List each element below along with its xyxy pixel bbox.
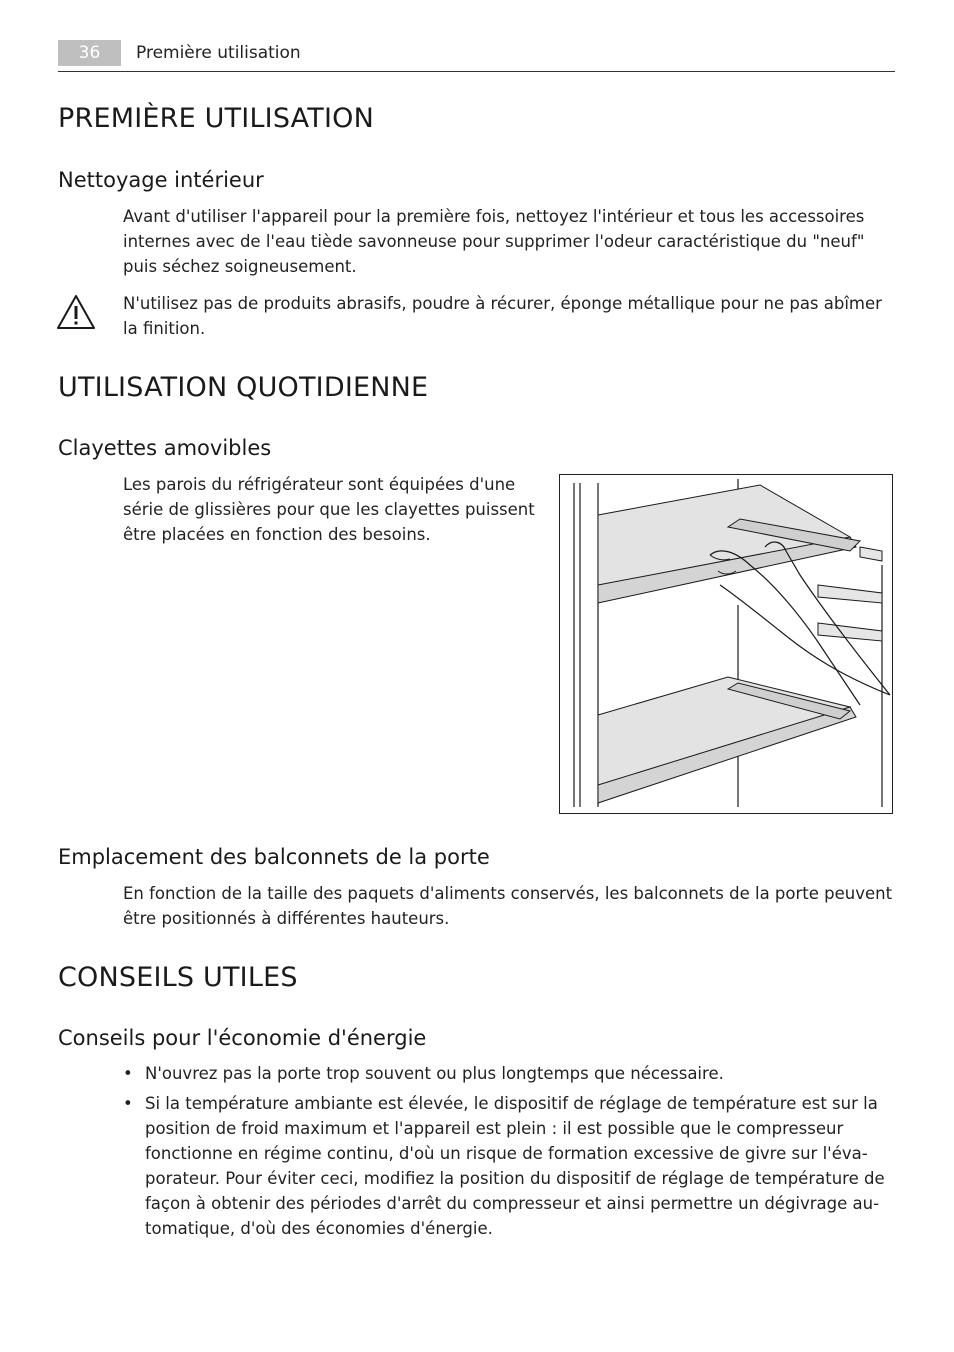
shelves-paragraph: Les parois du réfrigérateur sont équipées d'une série de glissières pour que les clayettes puissent être placées en fonction des besoins. [123, 475, 535, 544]
section-title-conseils-utiles: CONSEILS UTILES [58, 962, 298, 993]
warning-paragraph: N'utilisez pas de produits abrasifs, poudre à récurer, éponge métallique pour ne pas abîmer la finition. [123, 294, 882, 338]
shelf-illustration-drawing [560, 475, 892, 813]
warning-triangle-icon [56, 294, 96, 330]
cleaning-paragraph: Avant d'utiliser l'appareil pour la première fois, nettoyez l'intérieur et tous les accessoires internes avec de l'eau tiède savonneuse pour supprimer l'odeur caractéristique du "neuf" puis séchez soigneusement. [123, 207, 865, 276]
section-title-premiere-utilisation: PREMIÈRE UTILISATION [58, 103, 374, 134]
energy-tips-list [123, 1061, 898, 1246]
list-item [123, 1091, 898, 1241]
subsection-title-economie-energie: Conseils pour l'économie d'énergie [58, 1026, 427, 1050]
list-item-text: N'ouvrez pas la porte trop souvent ou plus longtemps que nécessaire. [145, 1064, 724, 1083]
bullet-symbol: • [123, 1064, 133, 1083]
list-item [123, 1061, 898, 1086]
subsection-title-clayettes: Clayettes amovibles [58, 436, 272, 460]
section-title-utilisation-quotidienne: UTILISATION QUOTIDIENNE [58, 372, 429, 403]
page-number: 36 [58, 40, 121, 66]
list-item-text: Si la température ambiante est élevée, le dispositif de réglage de température est sur la position de froid maximum et l'appareil est plein : il est possible que le compresseur fonctionne en régime continu, d'où un risque de formation excessive de givre sur l'éva-porateur. Pour éviter ceci, modifiez la position du dispositif de réglage de température de façon à obtenir des périodes d'arrêt du compresseur et ainsi permettre un dégivrage au-tomatique, d'où des économies d'énergie. [145, 1094, 885, 1238]
door-paragraph: En fonction de la taille des paquets d'aliments conservés, les balconnets de la porte peuvent être positionnés à différentes hauteurs. [123, 884, 893, 928]
page-header [58, 40, 895, 72]
bullet-symbol: • [123, 1094, 133, 1113]
subsection-title-nettoyage: Nettoyage intérieur [58, 168, 264, 192]
running-title: Première utilisation [136, 43, 301, 63]
shelf-illustration [559, 474, 893, 814]
subsection-title-balconnets: Emplacement des balconnets de la porte [58, 845, 490, 869]
